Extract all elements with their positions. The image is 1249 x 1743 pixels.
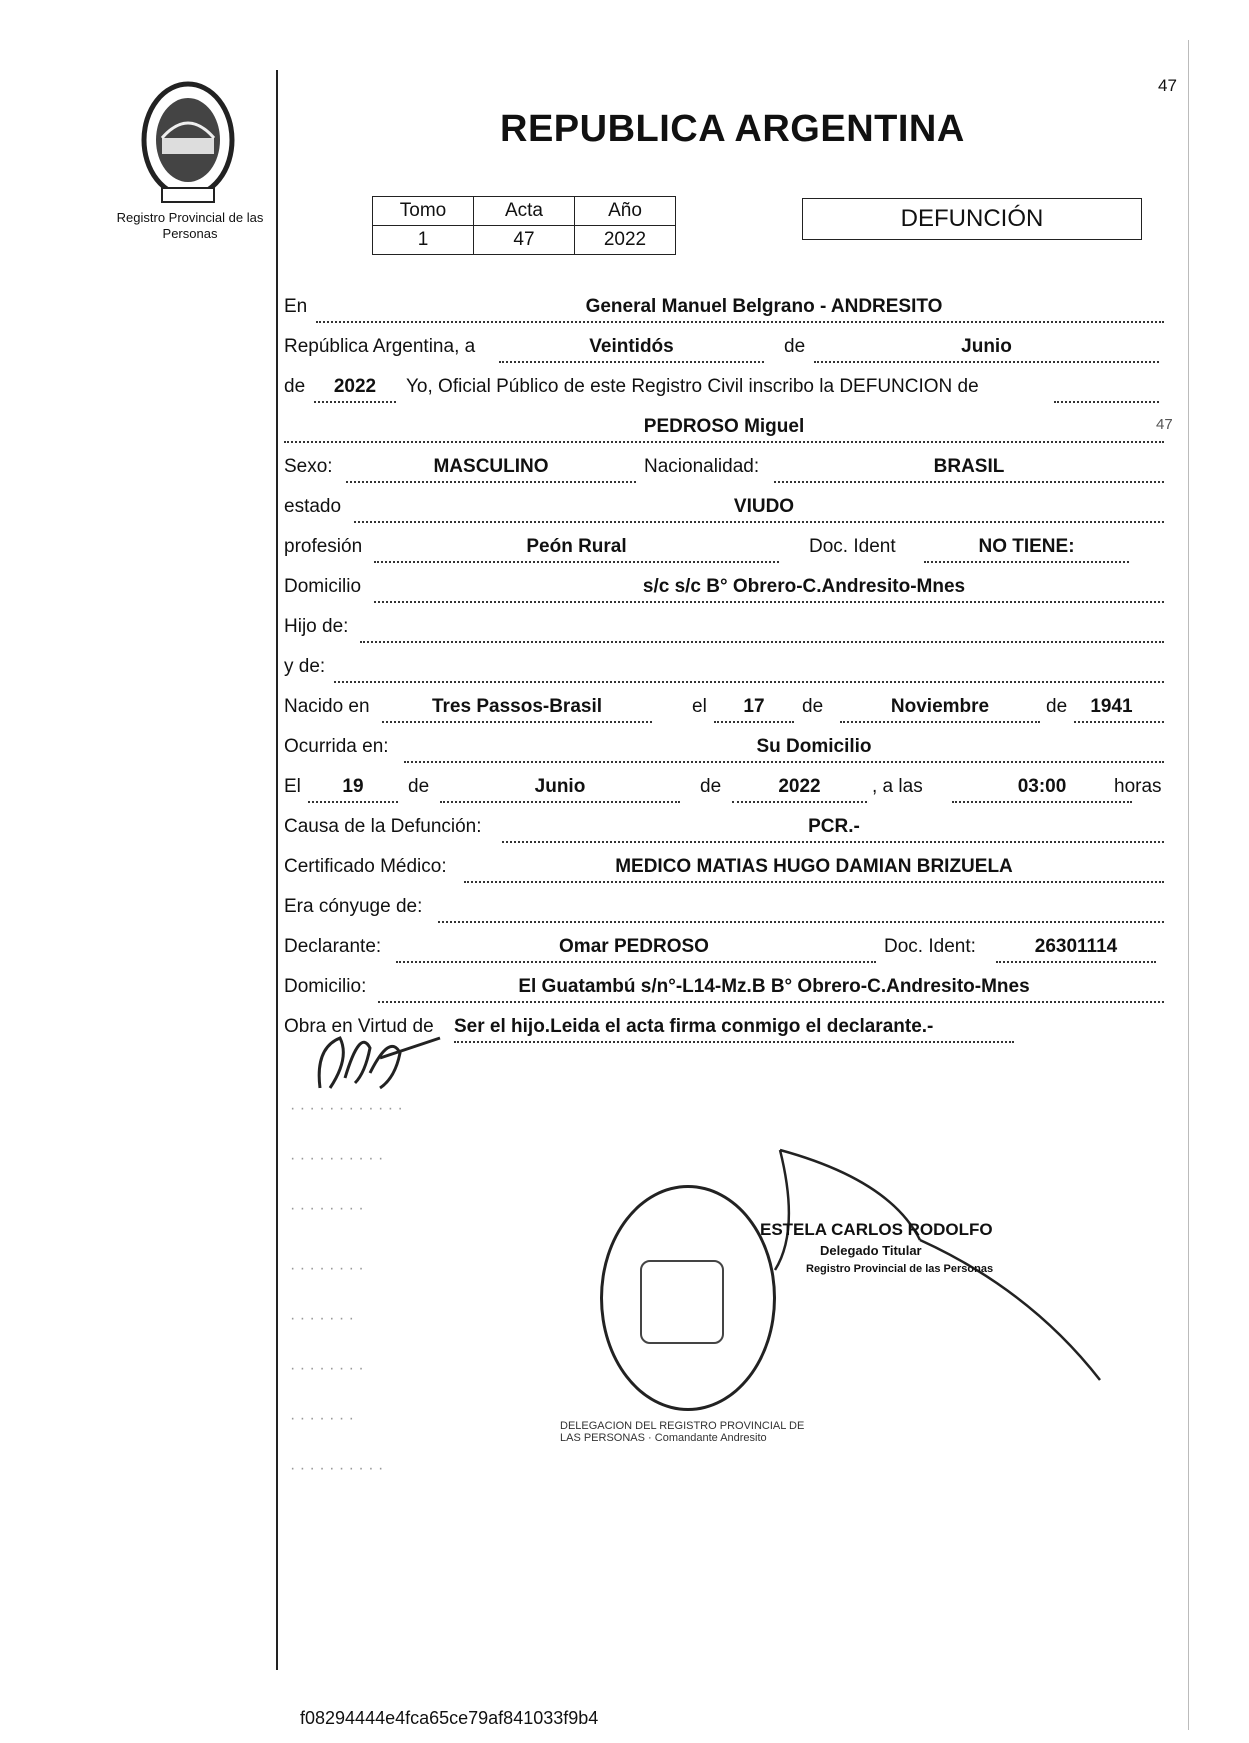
nacido-label: Nacido en [284,696,370,717]
de-label-4: de [1046,696,1068,717]
margin-number: 47 [1156,416,1173,433]
def-anio-value: 2022 [778,776,821,797]
mes-value: Junio [961,336,1012,357]
obra-value: Ser el hijo.Leida el acta firma conmigo el declarante.- [454,1016,934,1037]
obra-label: Obra en Virtud de [284,1016,434,1037]
ocurrida-label: Ocurrida en: [284,736,389,757]
nacionalidad-value: BRASIL [933,456,1005,477]
de-label-3: de [802,696,824,717]
hora-value: 03:00 [1017,776,1067,797]
official-role: Delegado Titular [820,1243,922,1258]
doc2-label: Doc. Ident: [884,936,976,957]
republica-label: República Argentina, a [284,336,476,357]
de-label-2: de [284,376,306,397]
yde-label: y de: [284,656,326,677]
official-registro: Registro Provincial de las Personas [806,1263,994,1275]
anio-value-2: 2022 [333,376,377,397]
certificado-label: Certificado Médico: [284,856,447,877]
tomo-value: 1 [373,226,474,255]
de-label: de [784,336,806,357]
profesion-value: Peón Rural [526,536,627,557]
row-estado [284,496,1164,526]
sexo-label: Sexo: [284,456,333,477]
doc-label: Doc. Ident [809,536,896,557]
causa-label: Causa de la Defunción: [284,816,482,837]
document-type-box: DEFUNCIÓN [802,198,1142,240]
anio-header: Año [575,197,676,226]
row-sexo [284,456,1164,486]
declarante-label: Declarante: [284,936,382,957]
row-ocurrida [284,736,1164,766]
row-causa [284,816,1164,846]
doc2-value: 26301114 [1034,936,1118,957]
declarante-signature [310,1018,450,1098]
alas-label: , a las [872,776,923,797]
sexo-value: MASCULINO [433,456,549,477]
horas-label: horas [1114,776,1162,797]
row-declarante [284,936,1164,966]
conyuge-label: Era cónyuge de: [284,896,423,917]
row-nombre [284,416,1173,446]
official-name: ESTELA CARLOS RODOLFO [760,1220,993,1239]
el-label: el [692,696,707,717]
stamp-text: DELEGACION DEL REGISTRO PROVINCIAL DE LAS PERSONAS · Comandante Andresito [560,1420,805,1444]
row-profesion [284,536,1164,566]
domicilio-label: Domicilio [284,576,362,597]
tomo-acta-table [372,196,676,255]
stamp-emblem [640,1260,724,1344]
oficial-text: Yo, Oficial Público de este Registro Civil inscribo la DEFUNCION de [406,376,979,397]
row-domicilio2 [284,976,1164,1006]
acta-header: Acta [474,197,575,226]
nombre-value: PEDROSO Miguel [643,416,805,437]
left-margin-line [276,70,278,1670]
domicilio-value: s/c s/c B° Obrero-C.Andresito-Mnes [642,576,966,597]
dia-value: Veintidós [589,336,674,357]
doc-value: NO TIENE: [978,536,1075,557]
certificado-value: MEDICO MATIAS HUGO DAMIAN BRIZUELA [615,856,1013,877]
nac-mes-value: Noviembre [890,696,990,717]
row-nacido [284,696,1164,726]
lugar-value: General Manuel Belgrano - ANDRESITO [585,296,943,317]
de-label-5: de [408,776,430,797]
page-number: 47 [1158,76,1177,95]
declarante-value: Omar PEDROSO [559,936,709,957]
ocurrida-value: Su Domicilio [756,736,872,757]
row-domicilio [284,576,1164,606]
page-title: REPUBLICA ARGENTINA [500,108,965,150]
row-oficial [284,376,1164,406]
estado-label: estado [284,496,342,517]
nac-dia-value: 17 [743,696,765,717]
registro-provincial-label: Registro Provincial de las Personas [116,210,264,241]
estado-value: VIUDO [733,496,795,517]
en-label: En [284,296,308,317]
row-certificado [284,856,1164,886]
tomo-header: Tomo [373,197,474,226]
profesion-label: profesión [284,536,363,557]
row-defuncion-fecha [284,776,1164,806]
acta-value: 47 [474,226,575,255]
de-label-6: de [700,776,722,797]
provincia-misiones-logo [132,78,244,208]
row-yde [284,656,1164,686]
row-lugar [284,296,1164,326]
row-conyuge [284,896,1164,926]
causa-value: PCR.- [808,816,860,837]
right-margin-line [1188,40,1189,1730]
anio-value: 2022 [575,226,676,255]
nacido-lugar-value: Tres Passos-Brasil [431,696,603,717]
def-mes-value: Junio [534,776,586,797]
row-fecha [284,336,1164,366]
domicilio2-value: El Guatambú s/n°-L14-Mz.B B° Obrero-C.Andresito-Mnes [518,976,1030,997]
def-dia-value: 19 [342,776,364,797]
row-hijo [284,616,1164,646]
document-hash: f08294444e4fca65ce79af841033f9b4 [300,1708,599,1728]
domicilio2-label: Domicilio: [284,976,367,997]
nacionalidad-label: Nacionalidad: [644,456,760,477]
el2-label: El [284,776,301,797]
hijo-label: Hijo de: [284,616,349,637]
nac-anio-value: 1941 [1090,696,1133,717]
